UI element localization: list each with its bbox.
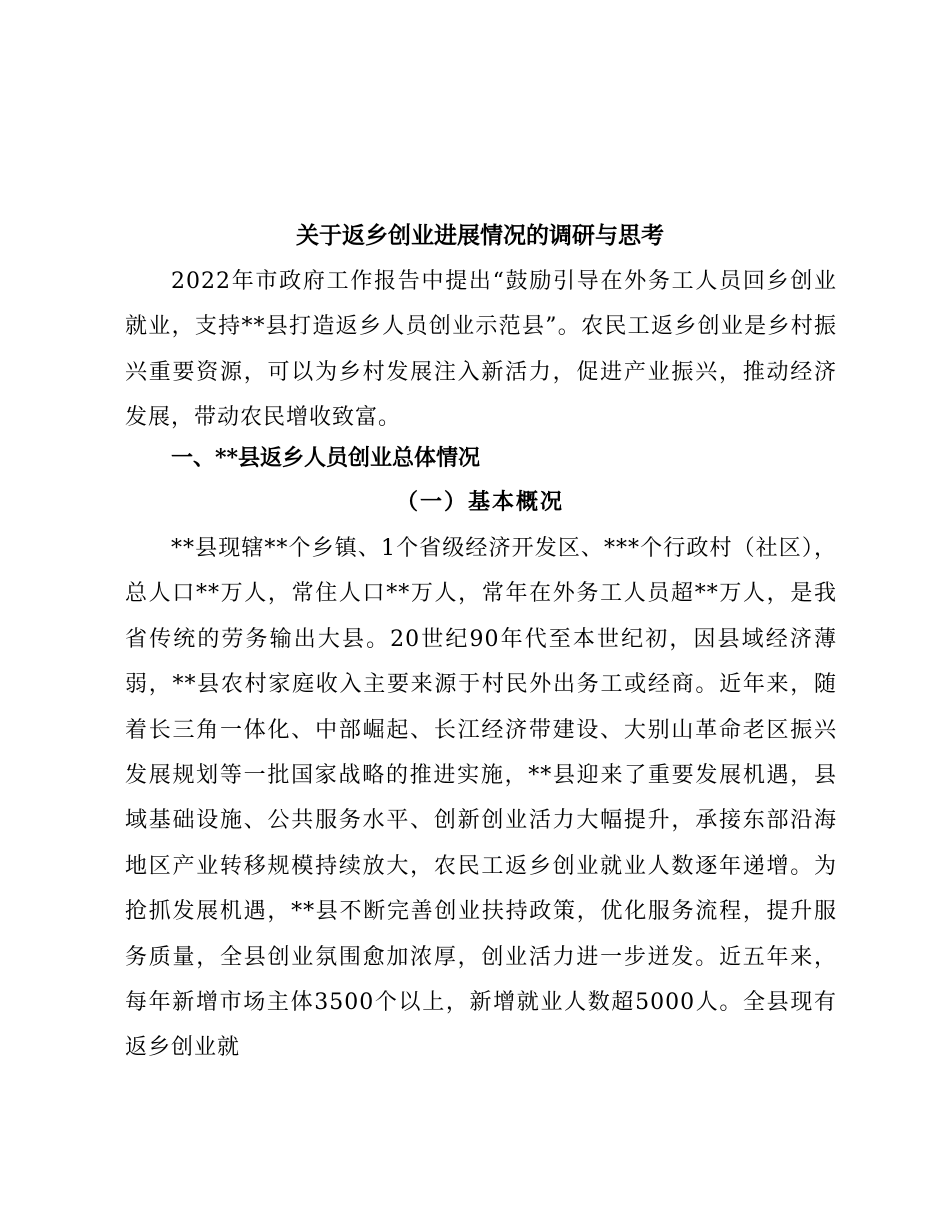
intro-paragraph: 2022年市政府工作报告中提出“鼓励引导在外务工人员回乡创业就业，支持**县打造返乡人员创业示范县”。农民工返乡创业是乡村振兴重要资源，可以为乡村发展注入新活力，促进产业振兴，推动经济发展，带动农民增收致富。 <box>125 269 837 430</box>
subsection-heading: （一）基本概况 <box>395 489 564 515</box>
body-paragraph: **县现辖**个乡镇、1个省级经济开发区、***个行政村（社区），总人口**万人，常住人口**万人，常年在外务工人员超**万人，是我省传统的劳务输出大县。20世纪90年代至本世纪初，因县域经济薄弱，**县农村家庭收入主要来源于村民外出务工或经商。近年来，随着长三角一体化、中部崛起、长江经济带建设、大别山革命老区振兴发展规划等一批国家战略的推进实施，**县迎来了重要发展机遇，县域基础设施、公共服务水平、创新创业活力大幅提升，承接东部沿海地区产业转移规模持续放大，农民工返乡创业就业人数逐年递增。为抢抓发展机遇，**县不断完善创业扶持政策，优化服务流程，提升服务质量，全县创业氛围愈加浓厚，创业活力进一步迸发。近五年来，每年新增市场主体3500个以上，新增就业人数超5000人。全县现有返乡创业就 <box>125 536 837 1061</box>
section-heading: 一、**县返乡人员创业总体情况 <box>171 445 481 471</box>
document-title: 关于返乡创业进展情况的调研与思考 <box>296 222 664 249</box>
